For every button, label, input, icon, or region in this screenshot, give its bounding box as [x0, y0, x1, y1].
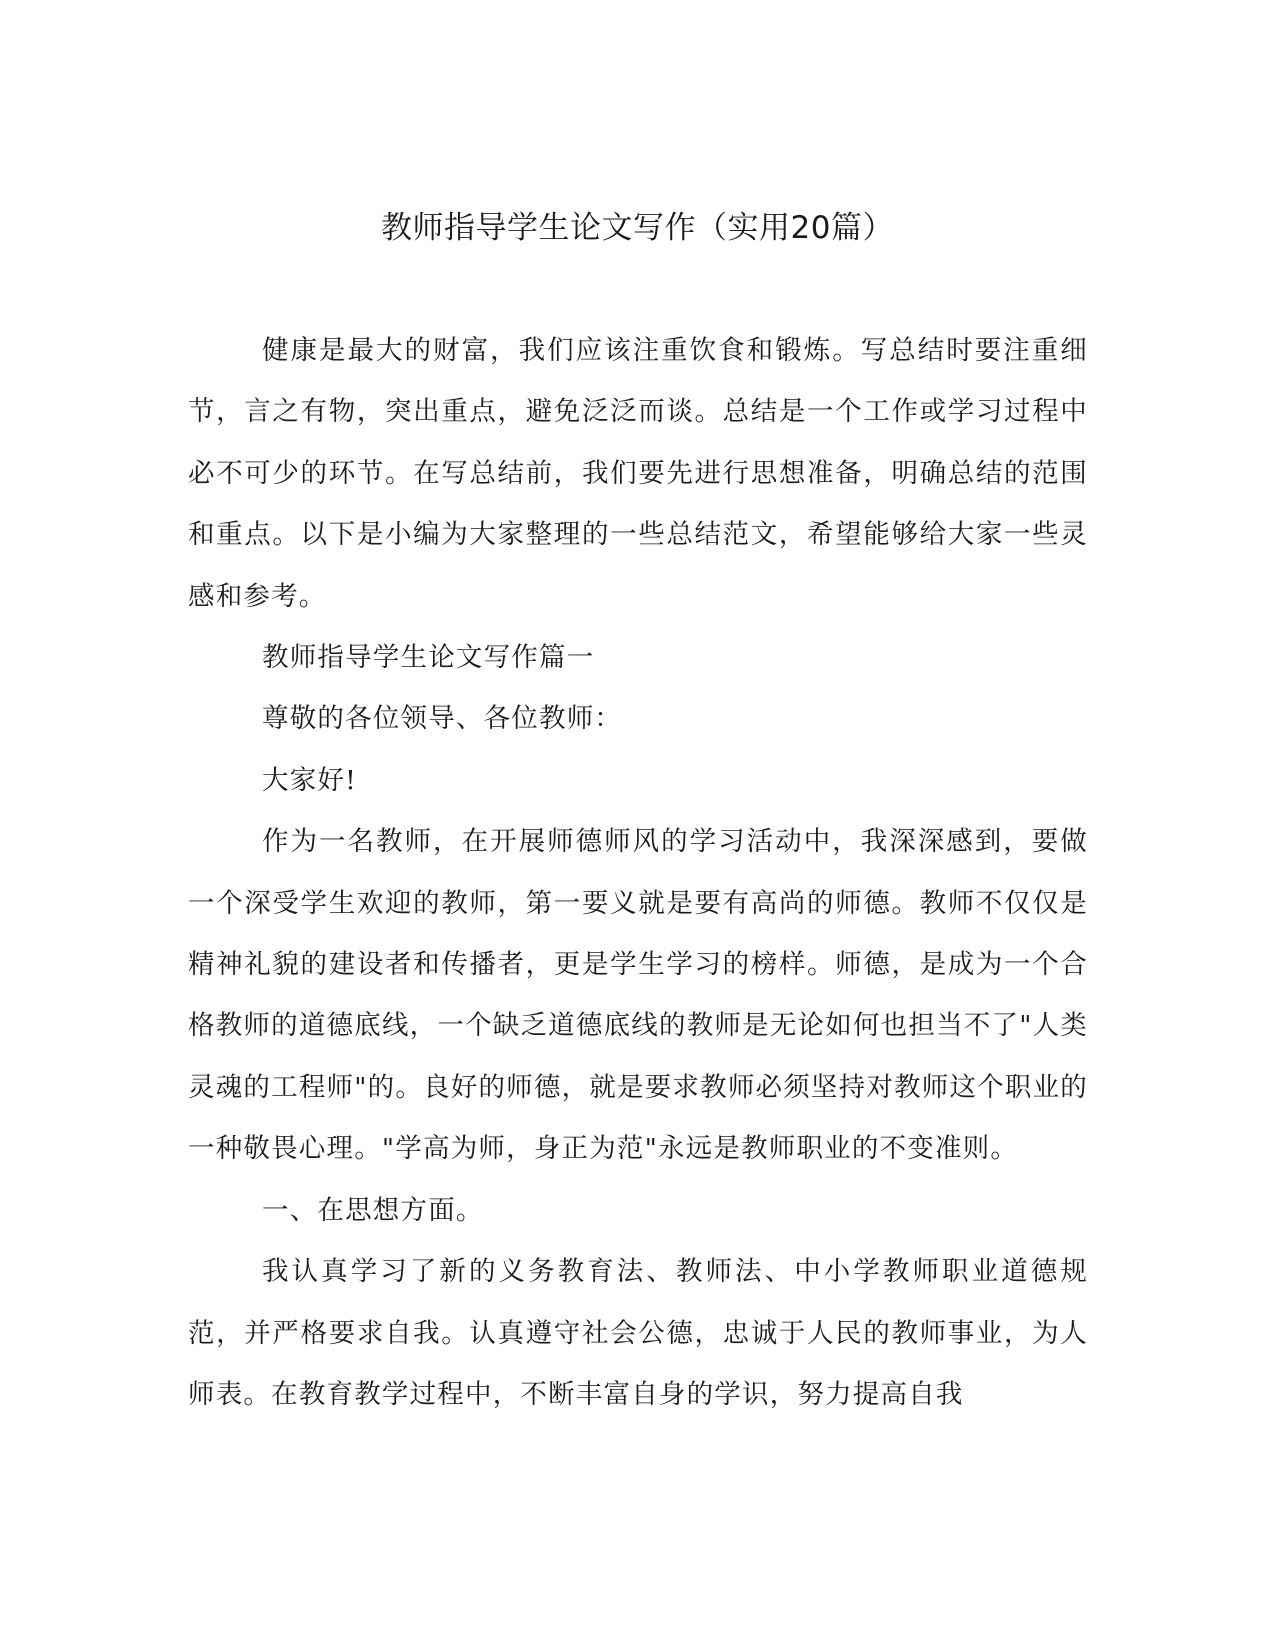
greeting: 大家好!	[262, 764, 357, 796]
subsection-heading: 一、在思想方面。	[262, 1194, 484, 1226]
intro-paragraph: 健康是最大的财富，我们应该注重饮食和锻炼。写总结时要注重细节，言之有物，突出重点，避免泛泛而谈。总结是一个工作或学习过程中必不可少的环节。在写总结前，我们要先进行思想准备，明确总结的范围和重点。以下是小编为大家整理的一些总结范文，希望能够给大家一些灵感和参考。	[188, 335, 1088, 612]
body-paragraph: 作为一名教师，在开展师德师风的学习活动中，我深深感到，要做一个深受学生欢迎的教师，第一要义就是要有高尚的师德。教师不仅仅是精神礼貌的建设者和传播者，更是学生学习的榜样。师德，是成为一个合格教师的道德底线，一个缺乏道德底线的教师是无论如何也担当不了"人类灵魂的工程师"的。良好的师德，就是要求教师必须坚持对教师这个职业的一种敬畏心理。"学高为师，身正为范"永远是教师职业的不变准则。	[188, 826, 1088, 1165]
salutation: 尊敬的各位领导、各位教师：	[262, 703, 623, 735]
body-paragraph: 我认真学习了新的义务教育法、教师法、中小学教师职业道德规范，并严格要求自我。认真遵守社会公德，忠诚于人民的教师事业，为人师表。在教育教学过程中，不断丰富自身的学识，努力提高自我	[188, 1256, 1088, 1410]
document-title: 教师指导学生论文写作（实用20篇）	[381, 210, 894, 246]
section-heading: 教师指导学生论文写作篇一	[262, 642, 595, 674]
document-body	[188, 320, 1088, 1425]
